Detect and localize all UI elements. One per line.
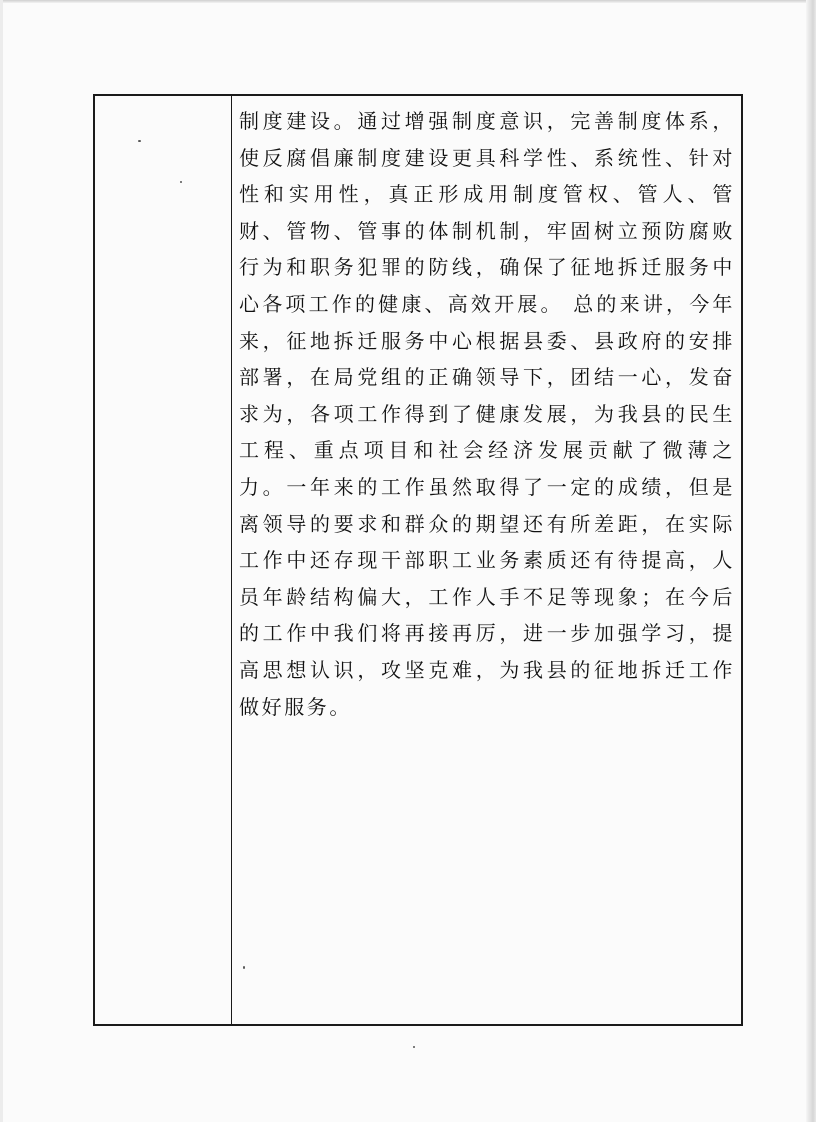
scan-edge-left — [0, 0, 3, 1122]
scan-speck — [138, 140, 141, 142]
scan-speck — [180, 181, 182, 183]
body-text: 制度建设。通过增强制度意识，完善制度体系，使反腐倡廉制度建设更具科学性、系统性、针对性和实用性，真正形成用制度管权、管人、管财、管物、管事的体制机制，牢固树立预防腐败行为和职务犯罪的防线，确保了征地拆迁服务中心各项工作的健康、高效开展。 总的来讲，今年来，征地拆迁服务中心根据县委、县政府的安排部署，在局党组的正确领导下，团结一心，发奋求为，各项工作得到了健康发展，为我县的民生工程、重点项目和社会经济发展贡献了微薄之力。一年来的工作虽然取得了一定的成绩，但是离领导的要求和群众的期望还有所差距，在实际工作中还存现干部职工业务素质还有待提高，人员年龄结构偏大，工作人手不足等现象；在今后的工作中我们将再接再厉，进一步加强学习，提高思想认识，攻坚克难，为我县的征地拆迁工作做好服务。 — [239, 109, 735, 719]
scan-edge-top — [0, 0, 816, 3]
column-divider — [231, 96, 232, 1024]
scan-edge-right — [806, 0, 816, 1122]
scan-speck — [243, 966, 245, 969]
form-table — [93, 94, 743, 1026]
content-cell — [239, 103, 735, 725]
label-cell — [95, 96, 231, 1024]
scan-speck — [413, 1046, 415, 1048]
